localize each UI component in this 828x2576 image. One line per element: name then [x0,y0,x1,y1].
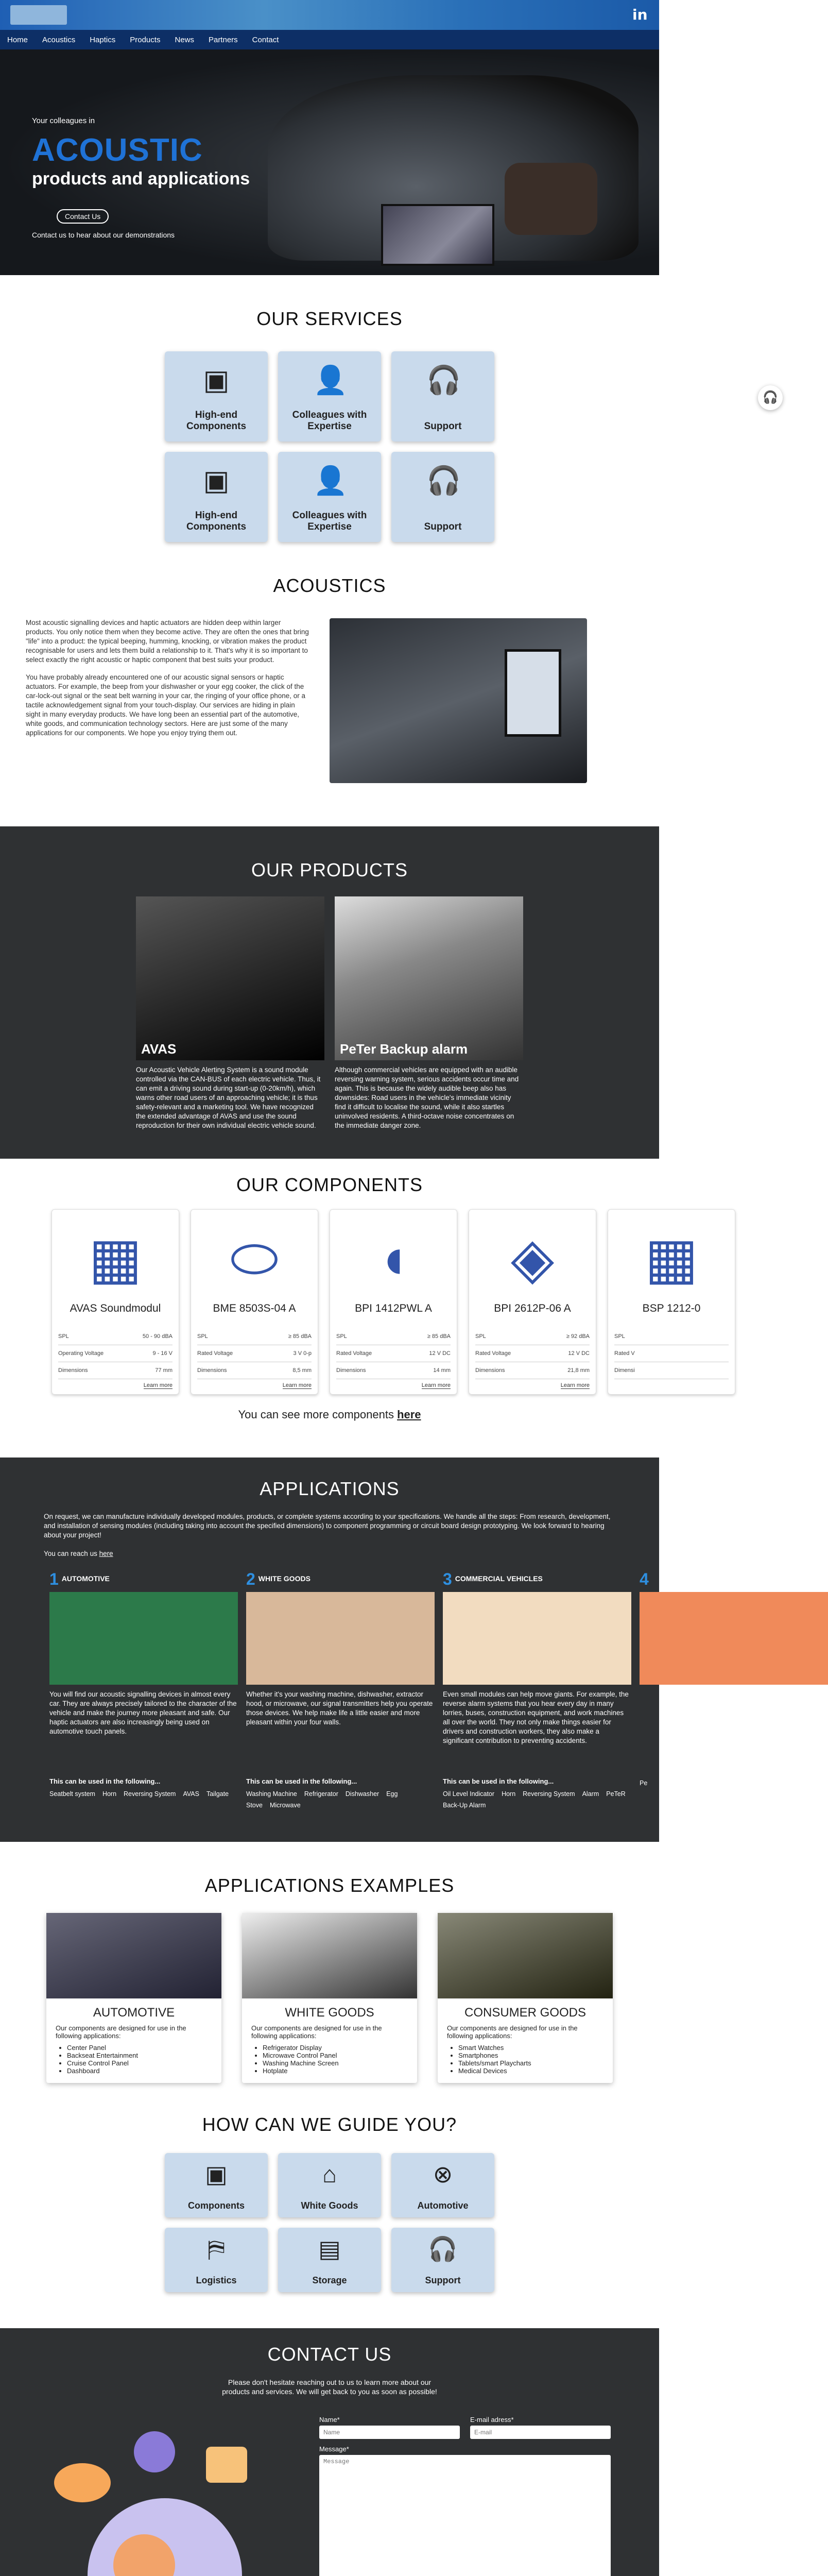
nav-partners[interactable]: Partners [208,35,238,44]
application-heading [640,1570,828,1589]
spec-label: Dimensions [336,1367,366,1374]
application-illustration [640,1592,828,1685]
tile-label: Components [188,2200,245,2211]
message-label: Message* [319,2445,349,2453]
contact-us-button[interactable]: Contact Us [57,209,109,224]
example-image [46,1913,221,1998]
spec-value: ≥ 92 dBA [566,1333,590,1340]
contact-intro: Please don't hesitate reaching out to us to learn more about our products and services. We will get back to you as soon as possible! [222,2378,437,2396]
applications-intro-text: On request, we can manufacture individually developed modules, products, or complete systems according to your specifications. We handle all the steps: From research, development, and installation of sensing modules (including taking into account the specified dimensions) to component programming or circuit board design prototyping. We look forward to hearing about your project! [44,1513,611,1539]
component-image: ⬭ [230,1227,279,1290]
learn-more-link[interactable]: Learn more [560,1382,590,1388]
spec-row [336,1362,451,1379]
expert-icon: 👤 [313,465,348,496]
spec-value: 21,8 mm [567,1367,590,1374]
application-tag: Dishwasher [345,1790,380,1798]
more-components [0,1408,659,1421]
component-card[interactable] [469,1209,596,1395]
components-section [0,1159,701,1421]
reach-text: You can reach us [44,1550,99,1557]
tile-label: Colleagues with Expertise [292,510,367,532]
guide-title: HOW CAN WE GUIDE YOU? [202,2114,457,2135]
applications-row [49,1570,659,1811]
spec-value: 12 V DC [429,1350,451,1357]
learn-more-link[interactable]: Learn more [421,1382,451,1388]
example-image [438,1913,613,1998]
spec-row [475,1328,590,1345]
application-illustration [443,1592,631,1685]
component-name: BPI 2612P-06 A [494,1302,571,1314]
example-text: Our components are designed for use in the following applications: [251,2024,382,2040]
tile-label: Colleagues with Expertise [292,410,367,432]
example-card[interactable] [438,1913,613,2083]
application-name: COMMERCIAL VEHICLES [455,1574,543,1583]
acoustics-text [26,618,309,783]
service-tile[interactable] [165,351,268,442]
service-tile[interactable] [391,452,494,542]
top-banner [0,0,659,30]
application-card [443,1570,631,1811]
component-image: ▦ [645,1227,698,1290]
spec-value: 9 - 16 V [152,1350,173,1357]
example-card[interactable] [46,1913,221,2083]
spec-label: SPL [58,1333,69,1340]
example-text: Our components are designed for use in the following applications: [447,2024,578,2040]
avas-image [136,896,324,1060]
examples-title: APPLICATIONS EXAMPLES [204,1875,455,1896]
example-list-item: • Cruise Control Panel [67,2059,212,2067]
tile-label: High-end Components [186,410,247,432]
example-list-item: • Smartphones [458,2052,603,2059]
product-text: Our Acoustic Vehicle Alerting System is a sound module controlled via the CAN-BUS of each electric vehicle. Thus, it can emit a driving sound during start-up (0-20km/h), which warns other road users of an approaching vehicle; it is thus safety-relevant and a marketing tool. We have recognized the extended advantage of AVAS and use the sound reproduction for their own individual electric vehicle sound. [136,1066,321,1129]
guide-tile-components[interactable] [165,2153,268,2217]
nav-acoustics[interactable]: Acoustics [42,35,76,44]
example-list-item: • Dashboard [67,2067,212,2075]
example-list-item: • Backseat Entertainment [67,2052,212,2059]
example-card[interactable] [242,1913,417,2083]
tile-label: Support [424,421,462,432]
application-tag: Tailgate [206,1790,229,1798]
tile-label: White Goods [301,2200,358,2211]
acoustics-section [26,618,633,783]
hero-screen-image [381,204,494,266]
chip-icon: ▣ [203,465,230,496]
spec-label: Rated Voltage [336,1350,372,1357]
nav-haptics[interactable]: Haptics [90,35,116,44]
component-image: ◖ [376,1227,411,1290]
products-title: OUR PRODUCTS [251,859,408,880]
headset-icon: 🎧 [426,365,461,396]
nav-products[interactable]: Products [130,35,161,44]
application-text [640,1690,828,1772]
service-tile[interactable] [278,351,381,442]
map-icon: ⛿ [208,2235,225,2262]
hero-contact-text: Contact us to hear about our demonstrations [32,231,175,239]
contact-form [319,2416,611,2576]
example-title: AUTOMOTIVE [93,2006,175,2020]
example-list-item: • Microwave Control Panel [263,2052,408,2059]
application-name: AUTOMOTIVE [61,1574,110,1583]
expert-icon: 👤 [313,365,348,396]
main-nav [0,30,659,49]
acoustics-paragraph: Most acoustic signalling devices and haptic actuators are hidden deep within larger products. You only notice them when they become active. They are often the ones that bring "life" into a product: the typical beeping, humming, knocking, or vibration makes the product recognisable for users and lets them build a relationship to it. That's why it is so important to select exactly the right acoustic or haptic component that best suits your product. [26,619,309,664]
spec-row [614,1345,729,1362]
spec-label: Dimensions [197,1367,227,1374]
tile-label: High-end Components [186,510,247,532]
hero-subtitle: Your colleagues in [32,116,95,125]
acoustics-paragraph: You have probably already encountered one of our acoustic signal sensors or haptic actuators. For example, the beep from your dishwasher or your egg cooker, the click of the car-lock-out signal or the seat belt warning in your car, the ringing of your office phone, or a tactile acknowledgement signal from your touch-display. Our services are hiding in plain sight in many everyday products. We have long been an essential part of the automotive, white goods, and communication technology sectors. Here are just some of the many applications for our components. We hope you enjoy trying them out. [26,673,306,737]
component-card[interactable] [608,1209,735,1395]
application-number: 3 [443,1570,452,1588]
name-label: Name* [319,2416,340,2424]
email-label: E-mail adress* [470,2416,514,2424]
application-tag: Refrigerator [304,1790,338,1798]
spec-value: 77 mm [155,1367,173,1374]
spec-label: Rated Voltage [475,1350,511,1357]
backup-alarm-image [335,896,523,1060]
application-heading [49,1570,238,1589]
component-image: ▦ [89,1227,142,1290]
application-heading [246,1570,435,1589]
applications-title: APPLICATIONS [260,1478,400,1499]
chip-icon: ▣ [203,365,230,396]
components-carousel[interactable] [51,1209,701,1395]
spec-label: Rated Voltage [197,1350,233,1357]
tile-label: Support [425,2275,461,2285]
service-tile[interactable] [391,351,494,442]
example-list-item: • Smart Watches [458,2044,603,2052]
contact-title: CONTACT US [267,2344,392,2365]
learn-more-link[interactable]: Learn more [143,1382,173,1388]
spec-label: SPL [475,1333,486,1340]
component-name: BME 8503S-04 A [213,1302,296,1314]
service-tile[interactable] [165,452,268,542]
examples-section [0,1842,659,2083]
tile-label: Storage [312,2275,347,2285]
example-list-item: • Center Panel [67,2044,212,2052]
application-number: 2 [246,1570,255,1588]
guide-tile-support[interactable] [391,2228,494,2292]
applications-section [0,1458,659,1842]
spec-label: SPL [336,1333,347,1340]
application-tag: Microwave [269,1802,301,1809]
example-text: Our components are designed for use in the following applications: [56,2024,186,2040]
box-icon: ▤ [318,2235,341,2262]
application-text: Whether it's your washing machine, dishwasher, extractor hood, or microwave, our signal transmitters help you operate those devices. We help make life a little easier and more pleasant within your four walls. [246,1690,433,1726]
spec-value: 12 V DC [568,1350,590,1357]
guide-tile-storage[interactable] [278,2228,381,2292]
spec-row [58,1362,173,1379]
nav-home[interactable]: Home [7,35,28,44]
touchscreen-image [505,649,561,737]
tile-label: Automotive [417,2200,469,2211]
example-list-item: • Medical Devices [458,2067,603,2075]
application-tag: Pe [640,1780,648,1787]
application-name: WHITE GOODS [258,1574,310,1583]
steering-wheel-icon: ⊗ [433,2161,453,2188]
application-card [246,1570,435,1811]
spec-row [475,1345,590,1362]
hero-title-2: products and applications [32,169,250,189]
contact-section [0,2328,659,2576]
application-text: You will find our acoustic signalling devices in almost every car. They are always precisely tailored to the character of the vehicle and make the journey more pleasant and safe. Our haptic actuators are also increasingly being used on automotive touch panels. [49,1690,237,1735]
products-section [0,826,659,1159]
example-list-item: • Tablets/smart Playcharts [458,2059,603,2067]
used-in-label: This can be used in the following... [443,1777,554,1785]
component-name: AVAS Soundmodul [70,1302,161,1314]
spec-row [197,1328,312,1345]
services-title: OUR SERVICES [256,308,403,329]
example-list-item: • Hotplate [263,2067,408,2075]
spec-value: 14 mm [433,1367,451,1374]
spec-label: Operating Voltage [58,1350,104,1357]
component-card[interactable] [191,1209,318,1395]
nav-contact[interactable]: Contact [252,35,279,44]
learn-more-link[interactable]: Learn more [282,1382,312,1388]
application-tag: Washing Machine [246,1790,297,1798]
guide-tile-white-goods[interactable] [278,2153,381,2217]
tile-label: Support [424,521,462,532]
more-text: You can see more components [238,1408,398,1421]
example-title: CONSUMER GOODS [464,2006,586,2020]
spec-row [614,1362,729,1379]
example-image [242,1913,417,1998]
product-text: Although commercial vehicles are equipped with an audible reversing warning system, serious accidents occur time and again. This is because the widely audible beep also has downsides: Road users in the vehicle's immediate vicinity find it difficult to localise the sound, while it also startles uninvolved residents. A third-octave noise concentrates on the immediate danger zone. [335,1066,519,1129]
used-in-label: This can be used in the following... [246,1777,357,1785]
application-illustration [49,1592,238,1685]
component-card[interactable] [51,1209,179,1395]
spec-value: 3 V 0-p [293,1350,312,1357]
spec-value: 50 - 90 dBA [142,1333,173,1340]
spec-label: Dimensions [475,1367,505,1374]
service-tile[interactable] [278,452,381,542]
spec-row [336,1328,451,1345]
hero-hand-image [505,163,597,235]
support-agent-illustration [51,2421,268,2576]
spec-row [336,1345,451,1362]
guide-tile-automotive[interactable] [391,2153,494,2217]
product-name: AVAS [141,1041,177,1057]
washing-machine-icon: ⌂ [322,2161,337,2188]
spec-label: Rated V [614,1350,635,1357]
guide-tile-logistics[interactable] [165,2228,268,2292]
application-tag: Horn [502,1790,516,1798]
message-textarea[interactable] [319,2455,611,2576]
product-card[interactable] [136,896,324,1130]
application-card [49,1570,238,1811]
application-tag: AVAS [183,1790,199,1798]
application-tag: Reversing System [124,1790,176,1798]
application-tag: Reversing System [523,1790,575,1798]
used-in-label: This can be used in the following... [49,1777,161,1785]
application-tag: Egg Stove [246,1790,398,1809]
components-title: OUR COMPONENTS [236,1174,423,1195]
guide-section [0,2083,659,2292]
application-tag: Seatbelt system [49,1790,95,1798]
application-tag: Oil Level Indicator [443,1790,495,1798]
name-input[interactable] [319,2426,460,2439]
support-chat-icon[interactable]: 🎧 [758,385,783,410]
nav-news[interactable]: News [175,35,194,44]
application-tag: PeTeR Back-Up Alarm [443,1790,626,1809]
product-name: PeTer Backup alarm [340,1041,468,1057]
application-tag: Horn [102,1790,117,1798]
product-card[interactable] [335,896,523,1130]
spec-label: Dimensions [58,1367,88,1374]
applications-intro [44,1512,615,1558]
component-card[interactable] [330,1209,457,1395]
application-card [640,1570,828,1811]
spec-value: 8,5 mm [292,1367,312,1374]
spec-row [58,1345,173,1362]
component-image: ◈ [510,1227,555,1290]
spec-label: Dimensi [614,1367,635,1374]
email-input[interactable] [470,2426,611,2439]
spec-value: ≥ 85 dBA [427,1333,451,1340]
hero [0,49,659,275]
spec-value: ≥ 85 dBA [288,1333,312,1340]
services-grid [165,351,494,542]
spec-label: SPL [614,1333,625,1340]
application-tag: Alarm [582,1790,599,1798]
application-text: Even small modules can help move giants. For example, the reverse alarm systems that you hear every day in many lorries, buses, construction equipment, and work machines all over the world. They not only make things easier for drivers and construction workers, they also make a significant contribution to preventing accidents. [443,1690,629,1744]
spec-row [614,1328,729,1345]
more-components-link[interactable]: here [397,1408,421,1421]
example-list-item: • Refrigerator Display [263,2044,408,2052]
reach-link[interactable]: here [99,1550,113,1557]
example-list-item: • Washing Machine Screen [263,2059,408,2067]
application-number: 4 [640,1570,649,1588]
spec-label: SPL [197,1333,208,1340]
chip-icon: ▣ [205,2161,228,2188]
spec-row [475,1362,590,1379]
component-name: BSP 1212-0 [642,1302,701,1314]
component-name: BPI 1412PWL A [355,1302,432,1314]
example-title: WHITE GOODS [285,2006,374,2020]
linkedin-icon[interactable]: in [632,6,648,23]
tile-label: Logistics [196,2275,237,2285]
headset-icon: 🎧 [426,465,461,496]
spec-row [197,1345,312,1362]
hero-title: ACOUSTIC [32,132,203,168]
car-dashboard-image [330,618,587,783]
spec-row [58,1328,173,1345]
application-number: 1 [49,1570,59,1588]
spec-row [197,1362,312,1379]
headset-icon: 🎧 [428,2235,458,2262]
application-illustration [246,1592,435,1685]
company-logo[interactable] [10,5,67,25]
acoustics-title: ACOUSTICS [273,575,386,596]
application-heading [443,1570,631,1589]
